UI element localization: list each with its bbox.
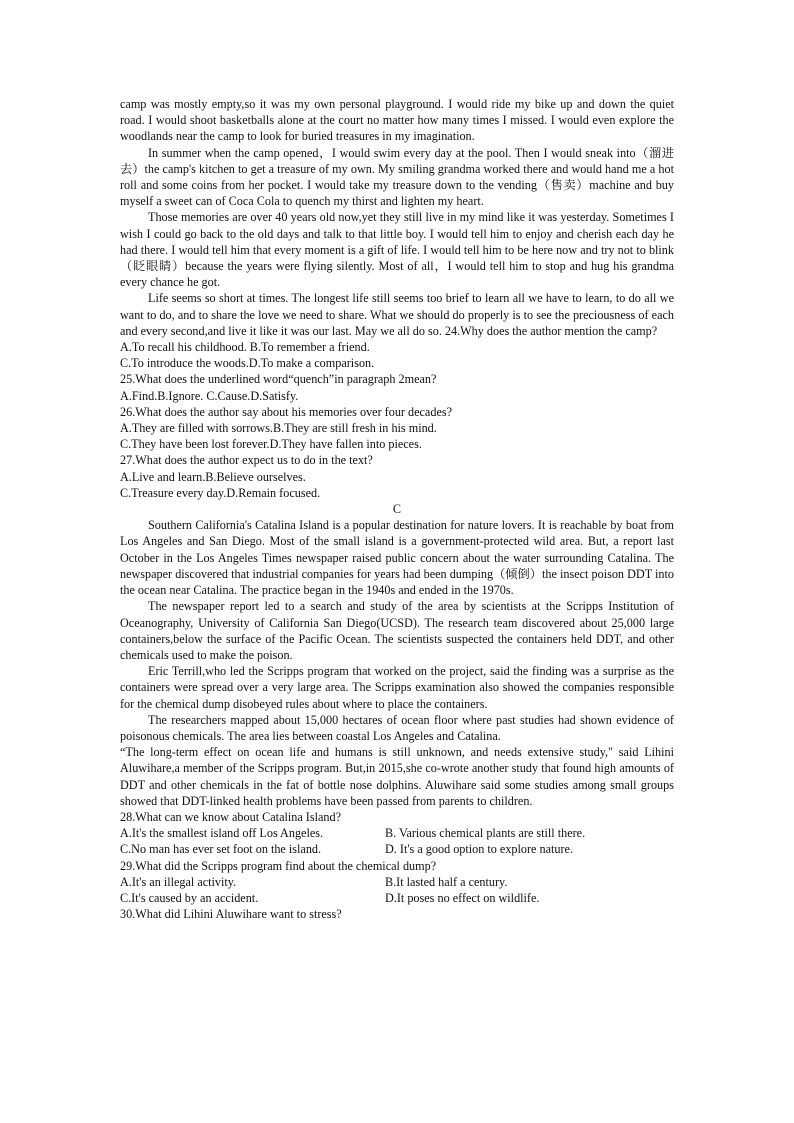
passage-b-paragraph-1: camp was mostly empty,so it was my own personal playground. I would ride my bike up and down the quiet road. I would shoot basketballs alone at the court no matter how many times I missed. I would even explore the woodlands near the camp to look for buried treasures in my imagination. [120,97,674,144]
passage-b-paragraph-4: Life seems so short at times. The longest life still seems too brief to learn all we have to learn, to do all we want to do, and to share the love we need to share. What we should do properly is to see the preciousness of each and every second,and live it like it was our last. May we all do so. 24.Why does the author mention the camp? [120,291,674,338]
question-28-option-a: A.It's the smallest island off Los Angeles. [120,826,324,841]
question-29-option-a: A.It's an illegal activity. [120,874,237,889]
question-27-option-ab: A.Live and learn.B.Believe ourselves. [120,469,306,484]
question-29-option-c: C.It's caused by an accident. [120,890,259,905]
question-28-option-d: D. It's a good option to explore nature. [385,842,574,857]
question-30-stem: 30.What did Lihini Aluwihare want to stress? [120,907,342,922]
question-28-option-row-1 [120,825,674,841]
question-27-option-cd: C.Treasure every day.D.Remain focused. [120,485,321,500]
question-29-stem: 29.What did the Scripps program find about the chemical dump? [120,858,437,873]
passage-b-paragraph-2: In summer when the camp opened，I would swim every day at the pool. Then I would sneak into（溜进去）the camp's kitchen to get a treasure of my own. My smiling grandma worked there and would hand me a hot roll and some coins from her pocket. I would take my treasure down to the vending（售卖）machine and buy myself a sweet can of Coca Cola to quench my thirst and lighten my heart. [120,145,674,209]
passage-c-paragraph-1: Southern California's Catalina Island is a popular destination for nature lovers. It is reachable by boat from Los Angeles and San Diego. Most of the small island is a government-protected wild area. But, a report last October in the Los Angeles Times newspaper raised public concern about the water surrounding Catalina. The newspaper discovered that industrial companies for years had been dumping（倾倒）the insect poison DDT into the ocean near Catalina. The practice began in the 1940s and ended in the 1970s. [120,518,674,598]
question-28-option-b: B. Various chemical plants are still there. [385,826,586,841]
question-29-option-b: B.It lasted half a century. [385,874,508,889]
question-24-option-ab: A.To recall his childhood. B.To remember a friend. [120,340,370,355]
question-25-options: A.Find.B.Ignore. C.Cause.D.Satisfy. [120,388,299,403]
question-26-option-ab: A.They are filled with sorrows.B.They are still fresh in his mind. [120,421,437,436]
question-28-option-row-2 [120,841,674,857]
section-c-heading: C [392,502,402,517]
question-28-option-c: C.No man has ever set foot on the island. [120,842,322,857]
question-26-stem: 26.What does the author say about his memories over four decades? [120,404,453,419]
passage-c-paragraph-2: The newspaper report led to a search and study of the area by scientists at the Scripps Institution of Oceanography, University of California San Diego(UCSD). The research team discovered about 25,000 large containers,below the surface of the Pacific Ocean. The scientists suspected the containers held DDT, and other chemicals used to make the poison. [120,599,674,662]
question-29-option-row-2 [120,890,674,906]
passage-c-paragraph-5: “The long-term effect on ocean life and humans is still unknown, and needs extensive study," said Lihini Aluwihare,a member of the Scripps program. But,in 2015,she co-wrote another study that found high amounts of DDT and other chemicals in the fat of bottle nose dolphins. Aluwihare said some studies among small groups showed that DDT-linked health problems have been passed from parents to children. [120,745,674,808]
document-page [120,96,674,922]
question-29-option-d: D.It poses no effect on wildlife. [385,890,540,905]
question-24-option-cd: C.To introduce the woods.D.To make a comparison. [120,356,375,371]
question-28-stem: 28.What can we know about Catalina Island? [120,809,341,824]
passage-c-paragraph-3: Eric Terrill,who led the Scripps program that worked on the project, said the finding was a surprise as the containers were spread over a very large area. The Scripps examination also showed the companies responsible for the chemical dump disobeyed rules about where to place the containers. [120,664,674,711]
question-26-option-cd: C.They have been lost forever.D.They have fallen into pieces. [120,437,422,452]
question-27-stem: 27.What does the author expect us to do in the text? [120,453,373,468]
question-29-option-row-1 [120,874,674,890]
question-25-stem: 25.What does the underlined word“quench”in paragraph 2mean? [120,372,437,387]
passage-c-paragraph-4: The researchers mapped about 15,000 hectares of ocean floor where past studies had shown evidence of poisonous chemicals. The area lies between coastal Los Angeles and Catalina. [120,712,674,743]
passage-b-paragraph-3: Those memories are over 40 years old now,yet they still live in my mind like it was yesterday. Sometimes I wish I could go back to the old days and talk to that little boy. I would tell him to enjoy and cherish each day he had there. I would tell him that every moment is a gift of life. I would tell him to be here now and try not to blink（眨眼睛）because the years were flying silently. Most of all，I would tell him to stop and hug his grandma every chance he got. [120,210,674,290]
